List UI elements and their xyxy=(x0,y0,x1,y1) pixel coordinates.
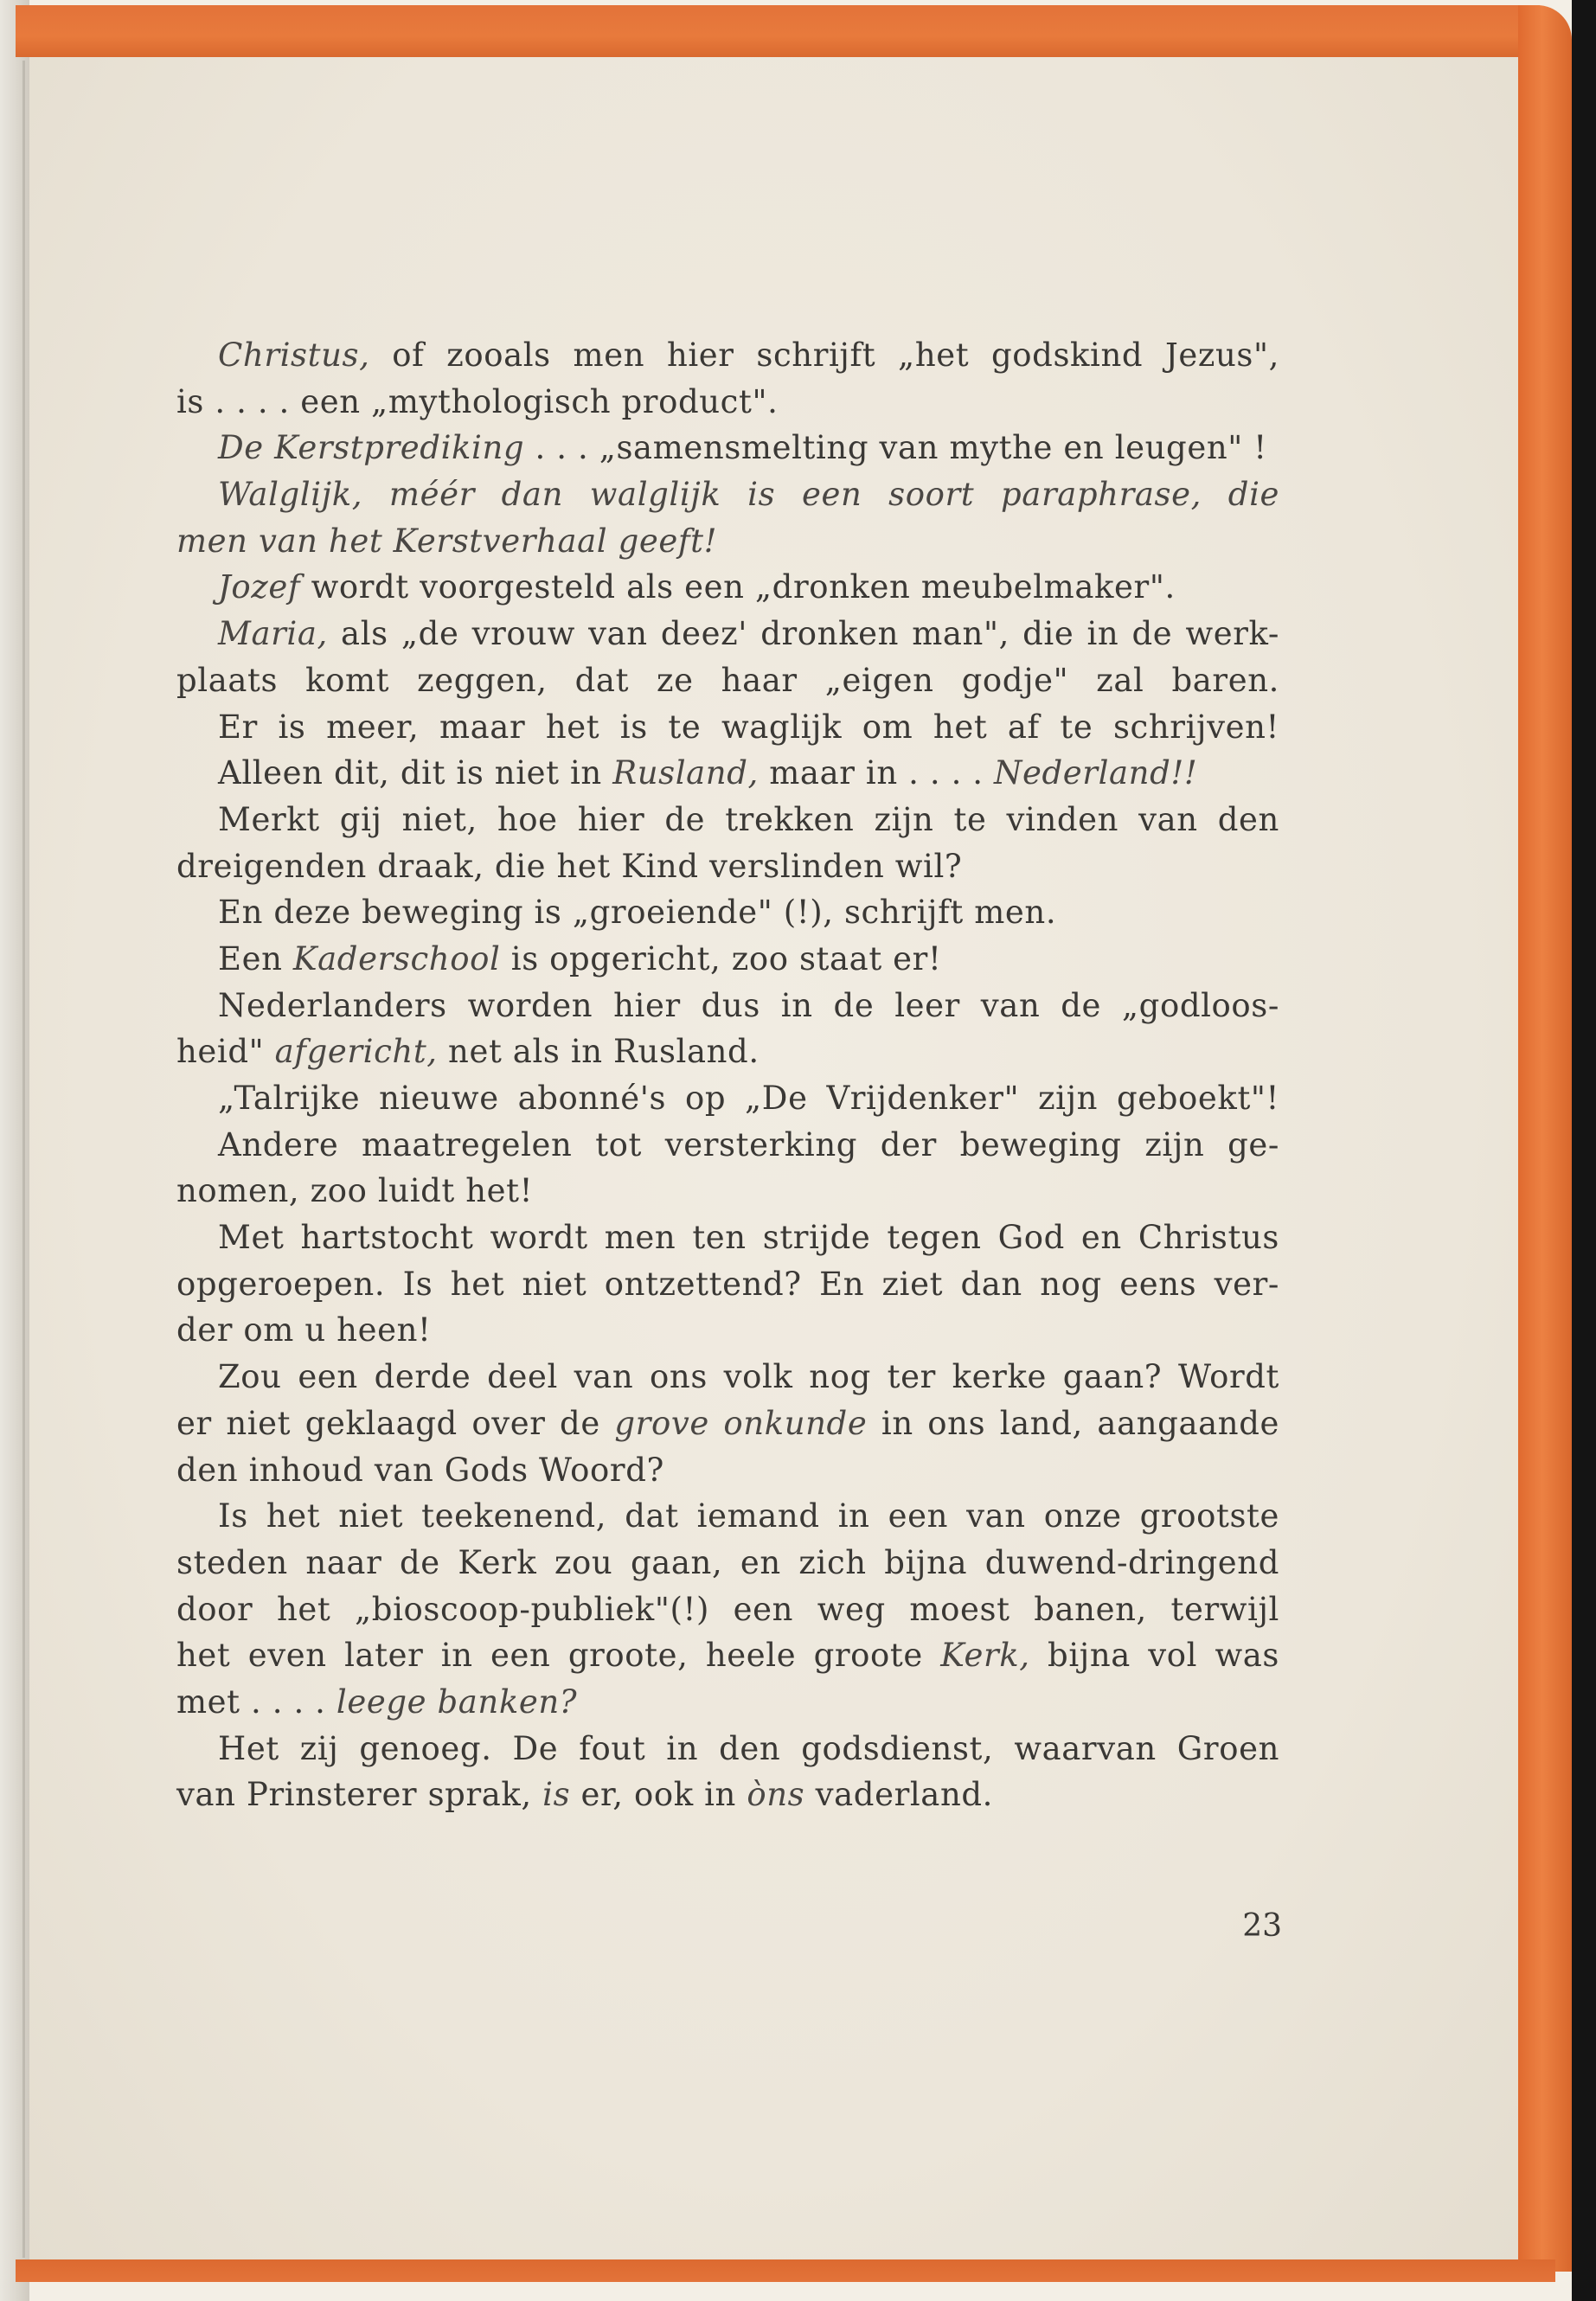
text-line xyxy=(176,1586,1279,1633)
italic-text-span: Walglijk, méér dan walglijk is een soort paraphrase, die xyxy=(218,476,1279,514)
text-span: Merkt gij niet, hoe hier de trekken zijn te vinden van den xyxy=(218,800,1279,838)
text-span: Alleen dit, dit is niet in xyxy=(218,754,613,792)
italic-text-span: Maria, xyxy=(218,615,328,653)
text-span: of zooals men hier schrijft „het godskind Jezus", xyxy=(369,336,1279,374)
text-span: Andere maatregelen tot versterking der beweging zijn ge- xyxy=(218,1125,1279,1163)
text-line xyxy=(176,1726,1279,1772)
italic-text-span: Christus, xyxy=(218,336,370,374)
text-span: heid" xyxy=(176,1033,275,1071)
italic-text-span: òns xyxy=(747,1776,805,1814)
italic-text-span: afgericht, xyxy=(274,1033,438,1071)
text-line xyxy=(176,379,1279,426)
text-line xyxy=(176,518,1279,565)
text-line xyxy=(176,1679,1279,1726)
italic-text-span: De Kerstprediking xyxy=(218,429,525,467)
text-span: nomen, zoo luidt het! xyxy=(176,1172,534,1210)
page-number: 23 xyxy=(1242,1908,1282,1944)
text-span: Een xyxy=(218,939,293,977)
text-span: met . . . . xyxy=(176,1682,337,1721)
text-span: er niet geklaagd over de xyxy=(176,1404,615,1442)
italic-text-span: is xyxy=(542,1776,571,1814)
italic-text-span: Kaderschool xyxy=(292,939,501,977)
text-span: vaderland. xyxy=(804,1776,994,1814)
text-line xyxy=(176,657,1279,704)
text-span: door het „bioscoop-publiek"(!) een weg moest banen, terwijl xyxy=(176,1590,1279,1628)
text-span: dreigenden draak, die het Kind verslinden wil? xyxy=(176,847,963,885)
book-cover-top-edge xyxy=(16,5,1540,57)
body-text xyxy=(176,332,1279,1818)
scan-background-edge xyxy=(1572,0,1596,2301)
italic-text-span: Jozef xyxy=(218,568,301,606)
italic-text-span: Nederland!! xyxy=(994,754,1198,792)
text-line xyxy=(176,611,1279,657)
text-line xyxy=(176,471,1279,518)
text-span: plaats komt zeggen, dat ze haar „eigen godje" zal baren. xyxy=(176,661,1279,699)
text-line xyxy=(176,564,1279,611)
text-line xyxy=(176,983,1279,1029)
text-span: den inhoud van Gods Woord? xyxy=(176,1451,664,1489)
text-span: Er is meer, maar het is te waglijk om het af te schrijven! xyxy=(218,708,1279,746)
text-line xyxy=(176,1168,1279,1215)
text-span: van Prinsterer sprak, xyxy=(176,1776,543,1814)
text-span: Zou een derde deel van ons volk nog ter kerke gaan? Wordt xyxy=(218,1358,1279,1396)
italic-text-span: Kerk, xyxy=(940,1637,1030,1675)
text-span: wordt voorgesteld als een „dronken meubelmaker". xyxy=(300,568,1176,606)
text-line xyxy=(176,1075,1279,1122)
italic-text-span: Rusland, xyxy=(612,754,759,792)
text-span: Is het niet teekenend, dat iemand in een van onze grootste xyxy=(218,1497,1279,1535)
text-span: is opgericht, zoo staat er! xyxy=(500,939,942,977)
italic-text-span: leege banken? xyxy=(336,1682,578,1721)
text-span: opgeroepen. Is het niet ontzettend? En ziet dan nog eens ver- xyxy=(176,1265,1279,1303)
text-line xyxy=(176,1029,1279,1075)
italic-text-span: grove onkunde xyxy=(614,1404,868,1442)
text-span: als „de vrouw van deez' dronken man", die in de werk- xyxy=(327,615,1279,653)
text-line xyxy=(176,1632,1279,1679)
book-cover-bottom-edge xyxy=(16,2259,1555,2282)
text-span: het even later in een groote, heele groote xyxy=(176,1637,941,1675)
text-span: bijna vol was xyxy=(1029,1637,1279,1675)
text-span: er, ook in xyxy=(570,1776,747,1814)
text-line xyxy=(176,1215,1279,1261)
text-line xyxy=(176,797,1279,843)
text-line xyxy=(176,1307,1279,1354)
text-line xyxy=(176,889,1279,936)
book-left-edge xyxy=(0,0,29,2301)
text-span: En deze beweging is „groeiende" (!), schrijft men. xyxy=(218,894,1057,932)
text-line xyxy=(176,1772,1279,1818)
text-line xyxy=(176,425,1279,471)
book-page xyxy=(29,57,1518,2259)
italic-text-span: men van het Kerstverhaal geeft! xyxy=(176,522,718,560)
text-span: steden naar de Kerk zou gaan, en zich bijna duwend-dringend xyxy=(176,1543,1279,1581)
text-line xyxy=(176,750,1279,797)
text-span: . . . „samensmelting van mythe en leugen" ! xyxy=(524,429,1267,467)
text-span: in ons land, aangaande xyxy=(867,1404,1279,1442)
text-span: Het zij genoeg. De fout in den godsdienst, waarvan Groen xyxy=(218,1729,1279,1767)
text-span: is . . . . een „mythologisch product". xyxy=(176,382,779,420)
text-line xyxy=(176,704,1279,751)
text-line xyxy=(176,1400,1279,1447)
text-line xyxy=(176,1122,1279,1169)
text-span: „Talrijke nieuwe abonné's op „De Vrijdenker" zijn geboekt"! xyxy=(218,1080,1279,1117)
text-span: net als in Rusland. xyxy=(437,1033,760,1071)
text-line xyxy=(176,1354,1279,1400)
text-line xyxy=(176,936,1279,983)
text-line xyxy=(176,1540,1279,1586)
text-line xyxy=(176,1261,1279,1308)
text-line xyxy=(176,332,1279,379)
text-span: Met hartstocht wordt men ten strijde tegen God en Christus xyxy=(218,1219,1279,1257)
text-line xyxy=(176,1493,1279,1540)
text-line xyxy=(176,843,1279,890)
book-cover-right-edge xyxy=(1518,5,1572,2272)
text-span: maar in . . . . xyxy=(758,754,995,792)
text-span: der om u heen! xyxy=(176,1311,432,1349)
text-span: Nederlanders worden hier dus in de leer van de „godloos- xyxy=(218,986,1279,1024)
text-line xyxy=(176,1447,1279,1494)
